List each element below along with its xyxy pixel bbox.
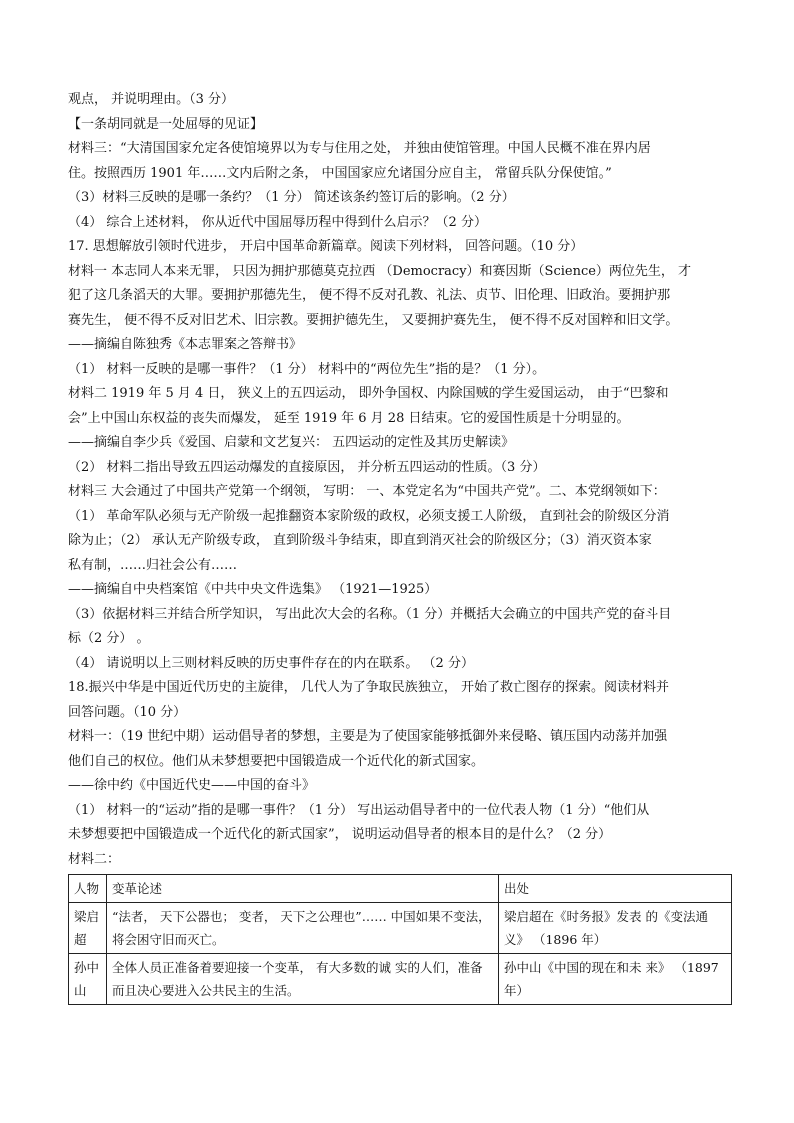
- question-17-1: （1） 材料一反映的是哪一事件？（1 分） 材料中的“两位先生”指的是？（1 分）。: [68, 361, 546, 377]
- question-17-3-line-1: （3）依据材料三并结合所学知识， 写出此次大会的名称。（1 分）并概括大会确立的中国共产党的奋斗目: [68, 606, 672, 622]
- question-16-4: （4） 综合上述材料， 你从近代中国屈辱历程中得到什么启示？（2 分）: [68, 214, 487, 230]
- cell-statement: “法者， 天下公器也； 变者， 天下之公理也”…… 中国如果不变法， 将会困守旧而灭亡。: [107, 903, 499, 954]
- q18-material-2-label: 材料二：: [68, 851, 121, 867]
- header-person: 人物: [69, 875, 107, 903]
- section-heading-hutong: 【一条胡同就是一处屈辱的见证】: [68, 116, 264, 132]
- material-3-line-2: 住。按照西历 1901 年……文内后附之条， 中国国家应允诸国分应自主， 常留兵队分保使馆。”: [68, 165, 612, 181]
- exam-page: [68, 88, 734, 1005]
- question-18-heading-line-2: 回答问题。（10 分）: [68, 704, 187, 720]
- q18-material-1-source: ——徐中约《中国近代史——中国的奋斗》: [68, 778, 316, 793]
- table-header-row: [69, 875, 732, 903]
- table-row: [69, 903, 732, 954]
- cell-person: 梁启超: [69, 903, 107, 954]
- header-statement: 变革论述: [107, 875, 499, 903]
- cell-source: 孙中山《中国的现在和未 来》 （1897 年）: [499, 954, 732, 1005]
- material-2-table: [68, 874, 732, 1005]
- cell-person: 孙中山: [69, 954, 107, 1005]
- q17-material-1-line-2: 犯了这几条滔天的大罪。要拥护那德先生， 便不得不反对孔教、礼法、贞节、旧伦理、旧政治。要拥护那: [68, 288, 671, 303]
- cell-statement: 全体人员正准备着要迎接一个变革， 有大多数的诚 实的人们，准备而且决心要进入公共民主的生活。: [107, 954, 499, 1005]
- question-16-prompt-tail: 观点， 并说明理由。（3 分）: [68, 92, 235, 107]
- cell-source: 梁启超在《时务报》发表 的《变法通义》 （1896 年）: [499, 903, 732, 954]
- question-18-1-line-2: 未梦想要把中国锻造成一个近代化的新式国家”， 说明运动倡导者的根本目的是什么？（2 分）: [68, 827, 612, 842]
- q17-material-3-line-3: 除为止；（2） 承认无产阶级专政， 直到阶级斗争结束，即直到消灭社会的阶级区分；（3）消灭资本家: [68, 533, 652, 548]
- question-16-3: （3）材料三反映的是哪一条约？（1 分） 简述该条约签订后的影响。（2 分）: [68, 190, 515, 205]
- question-17-4: （4） 请说明以上三则材料反映的历史事件存在的内在联系。 （2 分）: [68, 655, 474, 671]
- q17-material-3-line-2: （1） 革命军队必须与无产阶级一起推翻资本家阶级的政权，必须支援工人阶级， 直到社会的阶级区分消: [68, 508, 670, 524]
- q17-material-3-source: ——摘编自中央档案馆《中共中央文件选集》 （1921—1925）: [68, 582, 438, 597]
- question-17-3-line-2: 标（2 分） 。: [68, 631, 150, 646]
- q17-material-2-line-2: 会”上中国山东权益的丧失而爆发， 延至 1919 年 6 月 28 日结束。它的爱国性质是十分明显的。: [68, 410, 630, 426]
- q17-material-2-line-1: 材料二 1919 年 5 月 4 日， 狭义上的五四运动， 即外争国权、内除国贼的学生爱国运动， 由于“巴黎和: [68, 386, 669, 401]
- q18-material-1-line-1: 材料一：（19 世纪中期）运动倡导者的梦想，主要是为了使国家能够抵御外来侵略、镇压国内动荡并加强: [68, 729, 668, 744]
- q18-material-1-line-2: 他们自己的权位。他们从未梦想要把中国锻造成一个近代化的新式国家。: [68, 753, 485, 769]
- q17-material-3-line-1: 材料三 大会通过了中国共产党第一个纲领， 写明： 一、本党定名为“中国共产党”。二、本党纲领如下：: [68, 484, 666, 499]
- q17-material-1-source: ——摘编自陈独秀《本志罪案之答辩书》: [68, 337, 303, 352]
- table-row: [69, 954, 732, 1005]
- header-source: 出处: [499, 875, 732, 903]
- material-3-line-1: 材料三：“大清国国家允定各使馆境界以为专与住用之处， 并独由使馆管理。中国人民概不准在界内居: [68, 141, 651, 156]
- question-18-1-line-1: （1） 材料一的“运动”指的是哪一事件？（1 分） 写出运动倡导者中的一位代表人物（1 分）“他们从: [68, 802, 650, 818]
- question-17-heading: 17. 思想解放引领时代进步， 开启中国革命新篇章。阅读下列材料， 回答问题。（10 分）: [68, 239, 584, 254]
- q17-material-1-line-1: 材料一 本志同人本来无罪， 只因为拥护那德莫克拉西 （Democracy）和赛因斯（Science）两位先生， 才: [68, 263, 692, 279]
- q17-material-3-line-4: 私有制，……归社会公有……: [68, 557, 238, 573]
- q17-material-2-source: ——摘编自李少兵《爱国、启蒙和文艺复兴： 五四运动的定性及其历史解读》: [68, 435, 515, 450]
- question-17-2: （2） 材料二指出导致五四运动爆发的直接原因， 并分析五四运动的性质。（3 分）: [68, 459, 546, 475]
- q17-material-1-line-3: 赛先生， 便不得不反对旧艺术、旧宗教。要拥护德先生， 又要拥护赛先生， 便不得不反对国粹和旧文学。: [68, 312, 679, 328]
- question-18-heading-line-1: 18.振兴中华是中国近代历史的主旋律， 几代人为了争取民族独立， 开始了救亡图存的探索。阅读材料并: [68, 680, 669, 695]
